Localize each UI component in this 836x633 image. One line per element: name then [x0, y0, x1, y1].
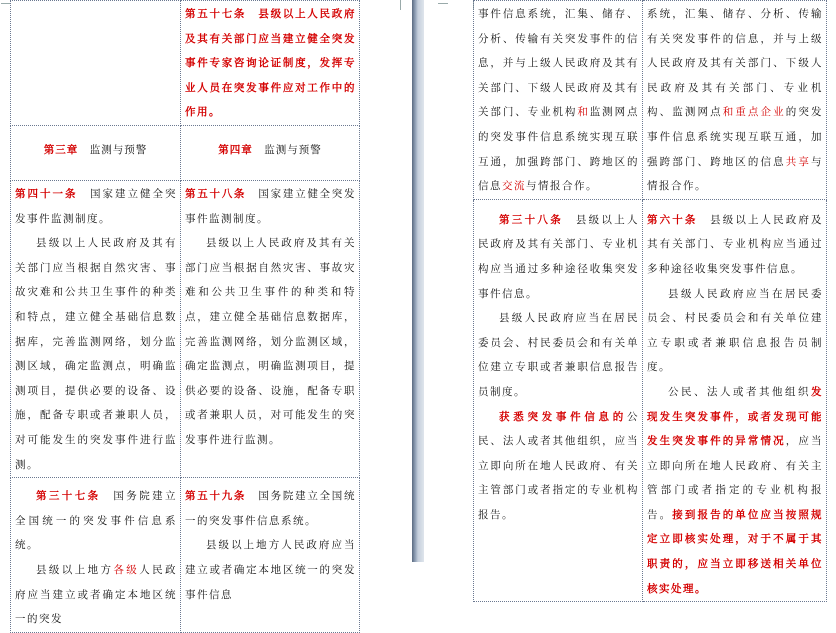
- article-text: 事件信息系统，汇集、储存、分析、传输有关突发事件的信息，并与上级人民政府及其有关部门、下级人民政府及其有关部门、专业机构: [478, 8, 639, 119]
- article-block: [474, 1, 642, 199]
- article-text: 的突发事件信息系统实现互联互通，加强跨部门、跨地区的信息: [647, 106, 824, 168]
- chapter-heading: [181, 126, 359, 160]
- document-page-left: [0, 0, 412, 626]
- article-text: 第五十七条 县级以上人民政府及其有关部门应当建立健全突发事件专家咨询论证制度，发挥专业人员在突发事件应对工作中的作用。: [185, 8, 356, 119]
- table-row: [11, 181, 360, 478]
- table-cell: [181, 1, 360, 126]
- article-text: 系统，汇集、储存、分析、传输有关突发事件的信息，并与上级人民政府及其有关部门、下级人民政府及其有关部门、专业机构、监测网点: [647, 8, 823, 119]
- table-row: [11, 1, 360, 126]
- article-text: 国家建立健全突发事件监测制度。: [185, 188, 357, 225]
- article-paragraph: 县级人民政府应当在居民委员会、村民委员会和有关单位建立专职或者兼职信息报告员制度。: [478, 312, 639, 398]
- article-text: 与情报合作。: [526, 180, 598, 193]
- article-paragraph: 县级以上地方人民政府应当建立或者确定本地区统一的突发事件信息: [185, 539, 356, 601]
- article-text: 监测网点的突发事件信息系统实现互联互通，加强跨部门、跨地区的信息: [478, 106, 640, 193]
- article-number: 第六十条: [647, 213, 698, 226]
- chapter-number: 第四章: [218, 144, 253, 156]
- table-row: [11, 478, 360, 633]
- article-block: [643, 200, 826, 602]
- table-cell: [474, 199, 643, 602]
- article-text: 人民政府应当建立或者确定本地区统一的突发: [15, 563, 178, 626]
- amended-text: 交流: [502, 180, 526, 193]
- article-block: [11, 181, 180, 477]
- article-text: 国务院建立全国统一的突发事件信息系统。: [15, 490, 178, 552]
- article-text: ，应当立即向所在地人民政府、有关主管部门或者指定的专业机构报告。: [647, 435, 824, 521]
- table-cell: [11, 126, 181, 181]
- cell-text: [11, 1, 180, 2]
- table-cell: [643, 1, 827, 200]
- article-text: 县级以上地方: [36, 563, 114, 576]
- article-number: 第五十九条: [185, 490, 247, 503]
- amended-text: 发现发生突发事件，或者发现可能发生突发事件的异常情况: [647, 385, 823, 448]
- table-cell: [11, 478, 181, 633]
- chapter-number: 第三章: [43, 144, 79, 156]
- article-number: 第四十一条: [15, 188, 78, 200]
- chapter-title: 监测与预警: [89, 144, 148, 156]
- article-text: 国务院建立全国统一的突发事件信息系统。: [185, 490, 357, 527]
- article-text: 县级以上人民政府及其有关部门、专业机构应当通过多种途径收集突发事件信息。: [478, 213, 640, 300]
- table-cell: [474, 1, 643, 200]
- article-number: 第五十八条: [185, 188, 247, 200]
- chapter-title: 监测与预警: [264, 144, 322, 156]
- table-cell: [11, 181, 181, 478]
- table-cell: [181, 126, 360, 181]
- amended-text: 和: [577, 106, 590, 119]
- table-cell: [11, 1, 181, 126]
- amended-text: 接到报告的单位应当按照规定立即核实处理，对于不属于其职责的，应当立即移送相关单位核实处理。: [647, 508, 824, 595]
- article-text: 国家建立健全突发事件监测制度。: [15, 188, 177, 225]
- table-row: [11, 126, 360, 181]
- comparison-table-left: [10, 0, 360, 633]
- table-row: [474, 199, 827, 602]
- amended-text: 各级: [113, 563, 140, 576]
- table-cell: [181, 478, 360, 633]
- article-paragraph: 县级以上人民政府及其有关部门应当根据自然灾害、事故灾难和公共卫生事件的种类和特点，建立健全基础信息数据库，完善监测网络，划分监测区域，确定监测点，明确监测项目，提供必要的设备、设施，配备专职或者兼职人员，对可能发生的突发事件进行监测。: [185, 237, 356, 446]
- corner-crop-mark: [438, 3, 448, 4]
- article-block: [11, 478, 180, 632]
- article-number: 第三十七条: [36, 490, 101, 503]
- article-paragraph: 县级人民政府应当在居民委员会、村民委员会和有关单位建立专职或者兼职信息报告员制度。: [647, 287, 823, 374]
- chapter-heading: [11, 126, 180, 160]
- article-text: 与情报合作。: [647, 155, 824, 193]
- article-text: 公民、法人或者其他组织，应当立即向所在地人民政府、有关主管部门或者指定的专业机构报告。: [478, 410, 639, 521]
- article-block: [643, 1, 826, 199]
- table-cell: [643, 199, 827, 602]
- article-text: 公民、法人或者其他组织: [668, 385, 811, 398]
- table-cell: [181, 181, 360, 478]
- corner-crop-mark: [400, 0, 401, 10]
- comparison-table-right: [473, 0, 827, 602]
- article-paragraph: 县级以上人民政府及其有关部门应当根据自然灾害、事故灾难和公共卫生事件的种类和特点，建立健全基础信息数据库，完善监测网络，划分监测区域，确定监测点，明确监测项目，提供必要的设备、设施，配备专职或者兼职人员，对可能发生的突发事件进行监测。: [15, 237, 177, 471]
- table-row: [474, 1, 827, 200]
- amended-text: 获悉突发事件信息的: [499, 410, 627, 423]
- page-gutter: [412, 0, 424, 562]
- amended-text: 共享: [785, 155, 812, 168]
- article-number: 第三十八条: [499, 213, 563, 226]
- amended-text: 和重点企业: [722, 106, 786, 119]
- article-text: 县级以上人民政府及其有关部门、专业机构应当通过多种途径收集突发事件信息。: [647, 213, 824, 275]
- article-block: [181, 478, 359, 607]
- article-block: [181, 181, 359, 453]
- article-block: [474, 200, 642, 528]
